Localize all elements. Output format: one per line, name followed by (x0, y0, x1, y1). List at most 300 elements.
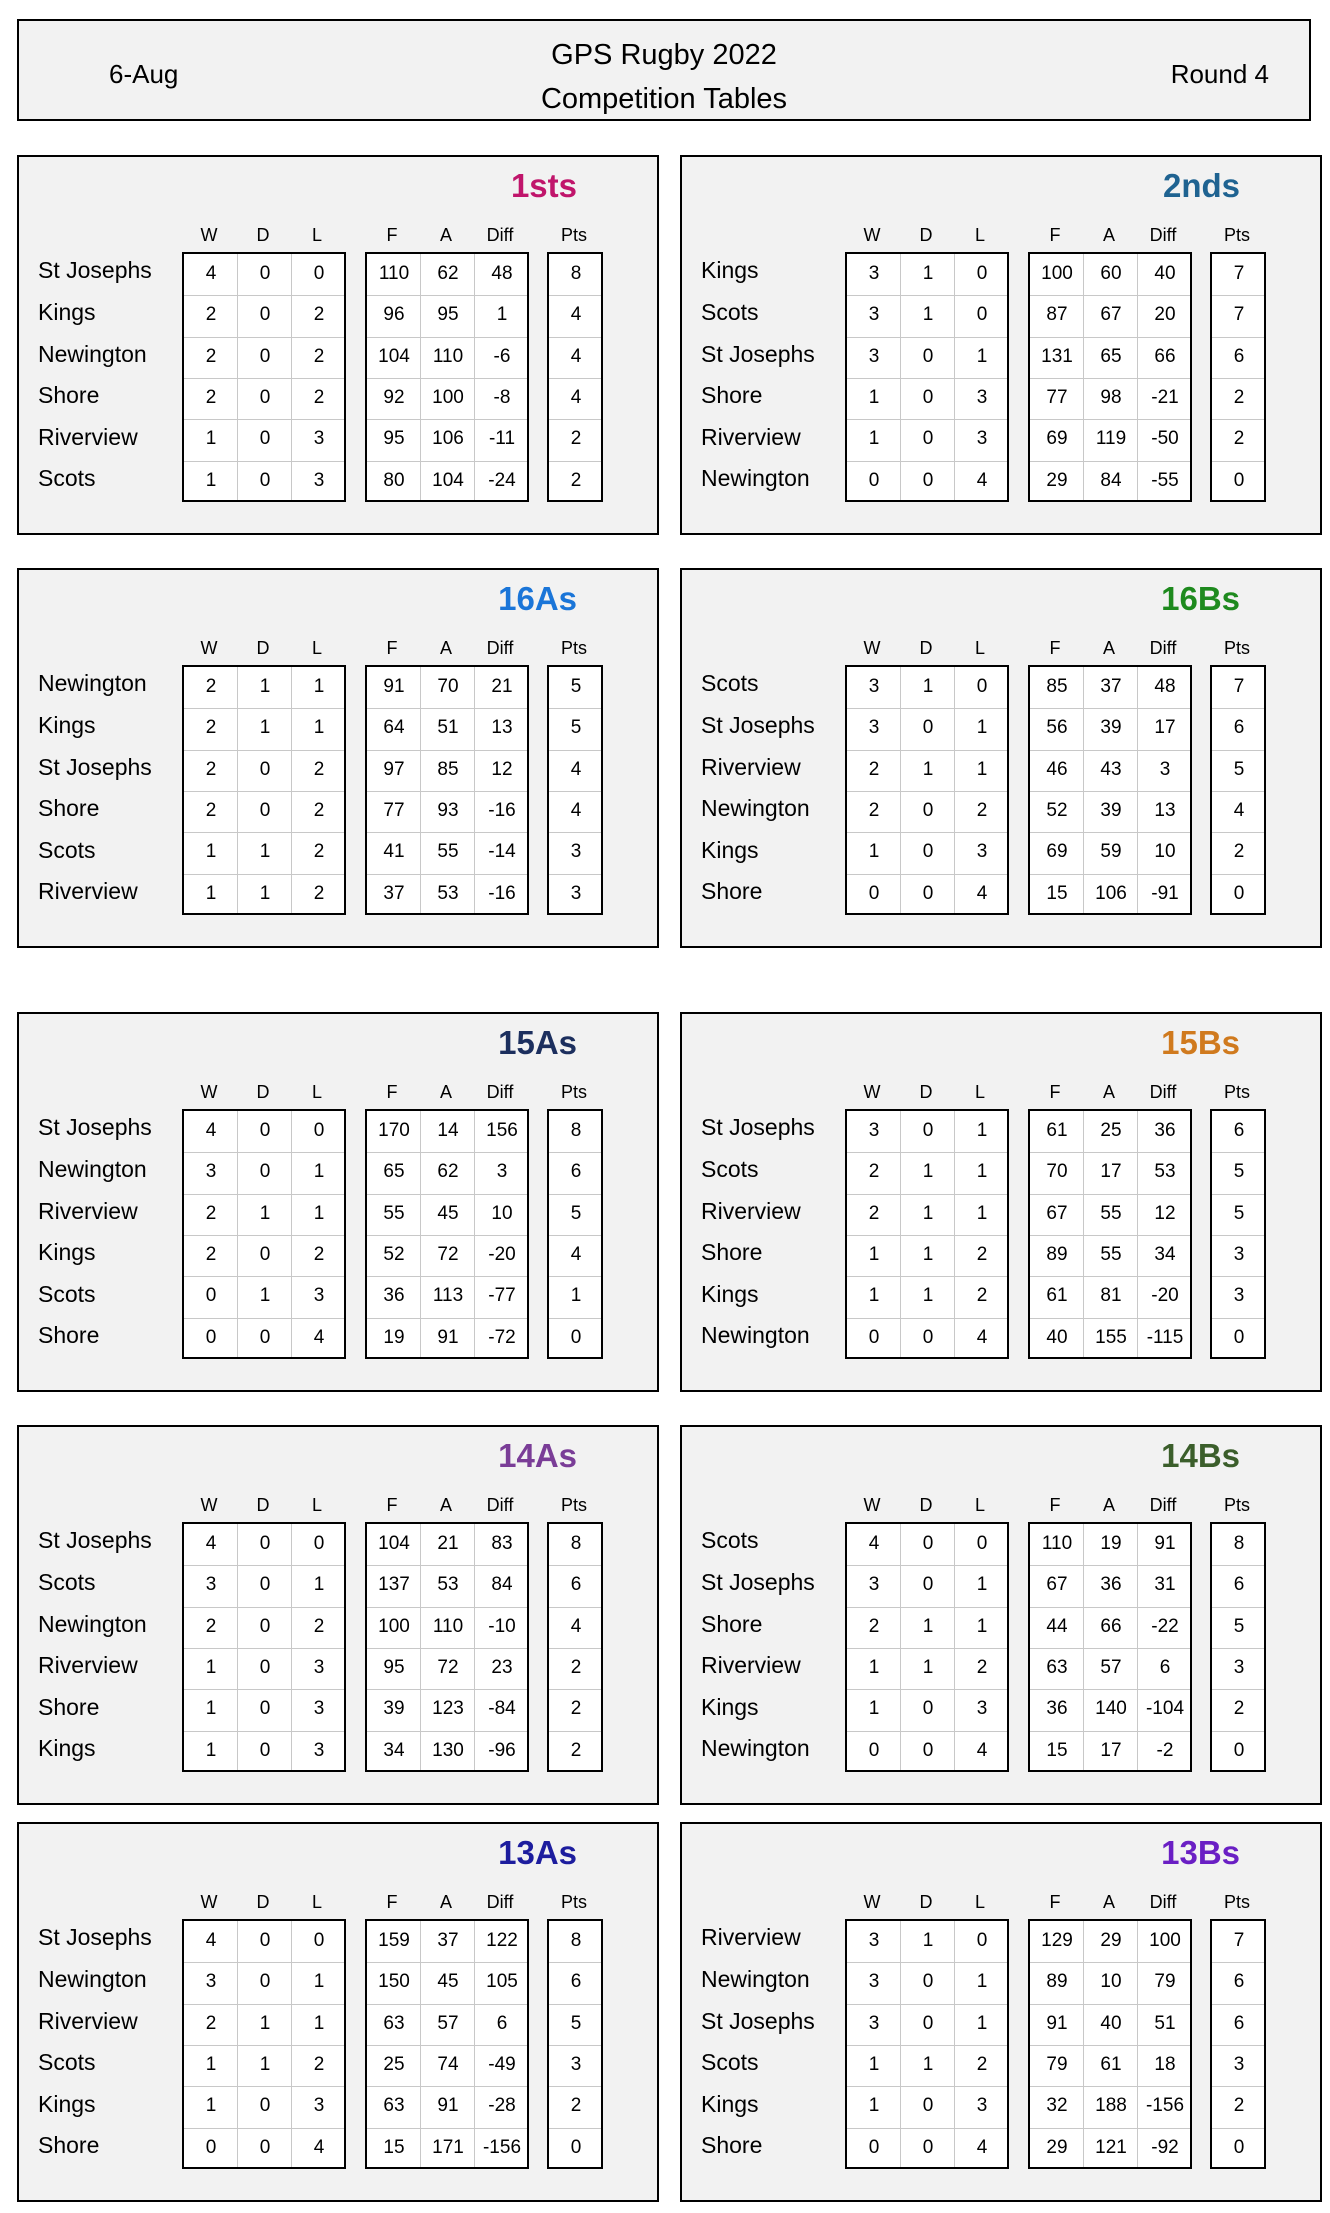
column-header-w: W (200, 1495, 218, 1515)
cell-pts: 2 (1233, 386, 1245, 408)
column-header-diff: Diff (486, 1495, 514, 1515)
table-panel-2nds (680, 155, 1322, 535)
cell-l: 1 (313, 717, 325, 739)
cell-a: 53 (437, 1574, 459, 1596)
team-name: Shore (701, 1239, 763, 1265)
stats-box-2 (1210, 1919, 1266, 2169)
cell-f: 89 (1046, 1243, 1068, 1265)
team-name: Scots (701, 299, 759, 325)
cell-w: 4 (205, 1930, 217, 1951)
cell-w: 1 (205, 428, 217, 450)
cell-pts: 4 (570, 345, 582, 367)
cell-f: 65 (383, 1161, 405, 1183)
cell-d: 1 (259, 882, 271, 904)
cell-diff: 6 (1159, 1656, 1171, 1678)
cell-l: 4 (976, 1326, 988, 1348)
team-name: Shore (38, 2132, 100, 2158)
cell-w: 4 (205, 263, 217, 284)
cell-w: 3 (868, 304, 880, 326)
cell-d: 1 (922, 263, 934, 284)
column-header-pts: Pts (1223, 1082, 1250, 1102)
column-header-f: F (1049, 1495, 1061, 1515)
cell-w: 2 (205, 386, 217, 408)
cell-w: 2 (205, 758, 217, 780)
cell-pts: 6 (1233, 1971, 1245, 1993)
cell-w: 2 (868, 799, 880, 821)
cell-d: 1 (259, 2053, 271, 2075)
column-header-d: D (919, 225, 933, 245)
cell-pts: 7 (1233, 1930, 1245, 1951)
cell-a: 110 (432, 1615, 464, 1637)
cell-l: 0 (976, 263, 988, 284)
cell-w: 0 (868, 882, 880, 904)
cell-f: 29 (1046, 2136, 1068, 2158)
cell-f: 63 (383, 2012, 405, 2034)
cell-d: 0 (259, 1739, 271, 1761)
cell-l: 1 (976, 1120, 988, 1141)
cell-diff: 17 (1154, 717, 1176, 739)
cell-pts: 0 (1233, 1739, 1245, 1761)
cell-f: 77 (383, 799, 405, 821)
cell-pts: 5 (570, 2012, 582, 2034)
cell-l: 3 (313, 1656, 325, 1678)
column-header-d: D (919, 1082, 933, 1102)
cell-f: 85 (1046, 676, 1068, 697)
cell-d: 0 (259, 1326, 271, 1348)
cell-l: 3 (976, 1698, 988, 1720)
cell-a: 25 (1100, 1120, 1122, 1141)
column-header-a: A (1102, 1495, 1115, 1515)
cell-w: 3 (205, 1971, 217, 1993)
cell-pts: 4 (1233, 799, 1245, 821)
title-line-1: GPS Rugby 2022 (551, 39, 777, 71)
cell-a: 91 (437, 1326, 459, 1348)
column-header-a: A (1102, 1892, 1115, 1912)
stats-box-2 (547, 665, 603, 915)
cell-w: 2 (205, 717, 217, 739)
column-header-d: D (919, 638, 933, 658)
column-header-diff: Diff (1149, 225, 1177, 245)
stats-box-1 (1028, 252, 1192, 502)
stats-box-1 (365, 1109, 529, 1359)
cell-diff: 36 (1154, 1120, 1176, 1141)
cell-diff: -22 (1151, 1615, 1179, 1637)
cell-a: 39 (1100, 717, 1122, 739)
cell-pts: 2 (1233, 1698, 1245, 1720)
cell-pts: 2 (1233, 428, 1245, 450)
team-name: Riverview (701, 1198, 801, 1224)
cell-diff: -115 (1146, 1326, 1184, 1348)
cell-w: 0 (868, 1326, 880, 1348)
column-header-w: W (200, 1082, 218, 1102)
table-title: 14Bs (1161, 1437, 1240, 1474)
cell-w: 2 (205, 799, 217, 821)
cell-pts: 5 (1233, 1202, 1245, 1224)
team-name: Riverview (701, 754, 801, 780)
cell-d: 1 (922, 1202, 934, 1224)
cell-l: 2 (976, 1656, 988, 1678)
cell-l: 2 (313, 386, 325, 408)
cell-a: 19 (1100, 1533, 1122, 1554)
cell-w: 3 (868, 1574, 880, 1596)
cell-w: 2 (205, 304, 217, 326)
cell-pts: 4 (570, 799, 582, 821)
cell-pts: 2 (570, 1739, 582, 1761)
team-name: Scots (38, 2049, 96, 2075)
table-title: 14As (498, 1437, 577, 1474)
cell-pts: 3 (1233, 2053, 1245, 2075)
cell-l: 3 (313, 469, 325, 491)
cell-diff: 18 (1154, 2053, 1176, 2075)
cell-f: 77 (1046, 386, 1068, 408)
cell-pts: 5 (1233, 1615, 1245, 1637)
team-name: Scots (701, 2049, 759, 2075)
cell-diff: -24 (488, 469, 516, 491)
cell-pts: 0 (570, 1326, 582, 1348)
column-header-l: L (311, 1892, 322, 1912)
cell-pts: 4 (570, 1615, 582, 1637)
cell-w: 0 (868, 1739, 880, 1761)
stats-box-0 (182, 252, 346, 502)
cell-f: 137 (378, 1574, 410, 1596)
cell-w: 0 (205, 1285, 217, 1307)
column-header-l: L (974, 1082, 985, 1102)
cell-pts: 2 (1233, 2095, 1245, 2117)
team-name: Riverview (701, 1652, 801, 1678)
team-name: Newington (701, 1322, 810, 1348)
cell-pts: 6 (1233, 717, 1245, 739)
cell-diff: 6 (496, 2012, 508, 2034)
cell-f: 110 (1041, 1533, 1073, 1554)
cell-diff: -20 (1151, 1285, 1179, 1307)
team-name: Scots (38, 1569, 96, 1595)
cell-diff: 66 (1154, 345, 1176, 367)
cell-a: 91 (437, 2095, 459, 2117)
page-title (19, 33, 1309, 121)
cell-a: 106 (1095, 882, 1127, 904)
cell-f: 15 (1046, 882, 1068, 904)
team-name: Newington (701, 795, 810, 821)
cell-diff: -96 (488, 1739, 516, 1761)
column-header-f: F (386, 1082, 398, 1102)
cell-f: 61 (1046, 1285, 1068, 1307)
cell-f: 92 (383, 386, 405, 408)
cell-w: 1 (868, 386, 880, 408)
column-header-l: L (974, 1495, 985, 1515)
cell-l: 0 (313, 1930, 325, 1951)
table-panel-14as (17, 1425, 659, 1805)
cell-diff: 51 (1154, 2012, 1176, 2034)
stats-box-1 (1028, 1522, 1192, 1772)
cell-w: 0 (205, 1326, 217, 1348)
cell-diff: 84 (491, 1574, 513, 1596)
stats-box-1 (1028, 1109, 1192, 1359)
cell-l: 0 (976, 1930, 988, 1951)
cell-diff: 31 (1154, 1574, 1176, 1596)
cell-l: 1 (313, 1202, 325, 1224)
cell-a: 98 (1100, 386, 1122, 408)
cell-l: 1 (313, 1574, 325, 1596)
cell-a: 60 (1100, 263, 1122, 284)
cell-l: 1 (976, 1615, 988, 1637)
cell-a: 17 (1100, 1161, 1122, 1183)
column-header-f: F (386, 638, 398, 658)
cell-f: 89 (1046, 1971, 1068, 1993)
stats-box-2 (1210, 1522, 1266, 1772)
team-name: Riverview (701, 424, 801, 450)
cell-d: 1 (922, 676, 934, 697)
cell-f: 64 (383, 717, 405, 739)
cell-diff: -50 (1151, 428, 1179, 450)
team-name: Newington (38, 670, 147, 696)
cell-f: 61 (1046, 1120, 1068, 1141)
column-header-pts: Pts (560, 1082, 587, 1102)
table-title: 15Bs (1161, 1024, 1240, 1061)
stats-box-2 (547, 252, 603, 502)
cell-d: 0 (259, 1533, 271, 1554)
column-header-a: A (439, 1082, 452, 1102)
cell-f: 97 (383, 758, 405, 780)
cell-a: 85 (437, 758, 459, 780)
team-name: Kings (701, 1281, 759, 1307)
cell-d: 0 (259, 469, 271, 491)
team-name: Shore (701, 2132, 763, 2158)
cell-l: 2 (313, 758, 325, 780)
stats-box-2 (1210, 252, 1266, 502)
stats-box-2 (1210, 1109, 1266, 1359)
cell-w: 1 (205, 469, 217, 491)
cell-f: 91 (1046, 2012, 1068, 2034)
column-header-f: F (1049, 638, 1061, 658)
column-header-diff: Diff (486, 225, 514, 245)
stats-box-1 (1028, 665, 1192, 915)
cell-a: 14 (437, 1120, 459, 1141)
cell-d: 0 (922, 1574, 934, 1596)
cell-diff: -156 (1145, 2095, 1185, 2117)
team-name: Kings (38, 299, 96, 325)
cell-f: 29 (1046, 469, 1068, 491)
column-header-f: F (1049, 1892, 1061, 1912)
column-header-diff: Diff (1149, 1892, 1177, 1912)
cell-a: 123 (432, 1698, 464, 1720)
cell-w: 1 (868, 428, 880, 450)
cell-a: 72 (437, 1243, 459, 1265)
column-header-l: L (311, 638, 322, 658)
team-name: Riverview (38, 878, 138, 904)
cell-pts: 6 (570, 1971, 582, 1993)
team-name: Scots (38, 465, 96, 491)
cell-f: 19 (383, 1326, 405, 1348)
cell-diff: 12 (1154, 1202, 1176, 1224)
cell-w: 3 (868, 1120, 880, 1141)
column-header-l: L (974, 1892, 985, 1912)
column-header-diff: Diff (486, 638, 514, 658)
cell-d: 0 (922, 1326, 934, 1348)
cell-d: 1 (922, 2053, 934, 2075)
cell-pts: 5 (570, 1202, 582, 1224)
column-header-w: W (200, 638, 218, 658)
cell-w: 1 (868, 1243, 880, 1265)
column-header-a: A (1102, 1082, 1115, 1102)
cell-pts: 4 (570, 386, 582, 408)
cell-diff: -8 (493, 386, 511, 408)
cell-diff: 122 (486, 1930, 518, 1951)
cell-l: 2 (313, 1243, 325, 1265)
cell-pts: 8 (570, 1930, 582, 1951)
cell-a: 53 (437, 882, 459, 904)
cell-l: 4 (976, 1739, 988, 1761)
cell-d: 0 (259, 386, 271, 408)
table-title: 2nds (1162, 167, 1240, 204)
cell-w: 4 (868, 1533, 880, 1554)
stats-box-0 (182, 665, 346, 915)
cell-d: 0 (922, 1533, 934, 1554)
cell-f: 44 (1046, 1615, 1068, 1637)
table-panel-13as (17, 1822, 659, 2202)
cell-d: 0 (922, 1739, 934, 1761)
cell-l: 3 (313, 1285, 325, 1307)
column-header-a: A (1102, 225, 1115, 245)
table-title: 16As (498, 580, 577, 617)
cell-d: 0 (259, 1243, 271, 1265)
stats-box-0 (845, 1109, 1009, 1359)
table-panel-16bs (680, 568, 1322, 948)
team-name: St Josephs (701, 341, 815, 367)
cell-l: 4 (313, 2136, 325, 2158)
team-name: St Josephs (38, 257, 152, 283)
cell-w: 2 (868, 758, 880, 780)
column-header-w: W (200, 225, 218, 245)
cell-diff: -49 (488, 2053, 516, 2075)
cell-a: 55 (437, 841, 459, 863)
team-name: Kings (701, 257, 759, 283)
cell-w: 1 (868, 1656, 880, 1678)
stats-box-1 (365, 1919, 529, 2169)
cell-l: 3 (976, 428, 988, 450)
column-header-d: D (256, 1082, 270, 1102)
column-header-d: D (256, 638, 270, 658)
cell-a: 70 (437, 676, 459, 697)
cell-w: 3 (868, 345, 880, 367)
team-name: St Josephs (701, 712, 815, 738)
cell-d: 1 (922, 758, 934, 780)
cell-w: 3 (868, 263, 880, 284)
cell-diff: -6 (493, 345, 511, 367)
column-header-w: W (863, 638, 881, 658)
table-panel-1sts (17, 155, 659, 535)
team-name: Riverview (38, 1198, 138, 1224)
cell-diff: -84 (488, 1698, 516, 1720)
cell-d: 0 (259, 799, 271, 821)
cell-f: 37 (383, 882, 405, 904)
column-header-w: W (863, 1892, 881, 1912)
cell-diff: 20 (1154, 304, 1176, 326)
cell-f: 32 (1046, 2095, 1068, 2117)
team-name: Shore (701, 382, 763, 408)
cell-pts: 7 (1233, 263, 1245, 284)
cell-d: 1 (922, 1161, 934, 1183)
cell-diff: 13 (1154, 799, 1176, 821)
cell-pts: 6 (570, 1161, 582, 1183)
cell-f: 69 (1046, 841, 1068, 863)
cell-w: 1 (868, 841, 880, 863)
cell-d: 0 (259, 1615, 271, 1637)
cell-diff: -72 (488, 1326, 516, 1348)
cell-diff: 10 (1154, 841, 1176, 863)
cell-a: 55 (1100, 1243, 1122, 1265)
cell-f: 25 (383, 2053, 405, 2075)
column-header-diff: Diff (486, 1082, 514, 1102)
team-name: Shore (701, 878, 763, 904)
column-header-pts: Pts (1223, 1892, 1250, 1912)
cell-w: 2 (868, 1161, 880, 1183)
cell-d: 0 (259, 1574, 271, 1596)
cell-diff: -11 (488, 428, 516, 450)
cell-d: 0 (922, 1971, 934, 1993)
cell-w: 1 (868, 1698, 880, 1720)
cell-a: 57 (437, 2012, 459, 2034)
cell-pts: 0 (1233, 2136, 1245, 2158)
cell-l: 1 (313, 1971, 325, 1993)
cell-a: 72 (437, 1656, 459, 1678)
cell-d: 0 (259, 1656, 271, 1678)
cell-d: 0 (259, 2095, 271, 2117)
cell-a: 119 (1095, 428, 1127, 450)
cell-w: 1 (205, 841, 217, 863)
cell-d: 1 (259, 676, 271, 697)
cell-d: 0 (922, 2136, 934, 2158)
cell-w: 2 (205, 2012, 217, 2034)
cell-f: 129 (1041, 1930, 1073, 1951)
stats-box-2 (547, 1919, 603, 2169)
stats-box-0 (845, 252, 1009, 502)
table-panel-13bs (680, 1822, 1322, 2202)
cell-a: 39 (1100, 799, 1122, 821)
team-name: Scots (701, 1527, 759, 1553)
cell-w: 2 (868, 1615, 880, 1637)
cell-diff: 105 (486, 1971, 518, 1993)
cell-diff: 3 (1159, 758, 1171, 780)
column-header-pts: Pts (560, 225, 587, 245)
cell-f: 15 (1046, 1739, 1068, 1761)
cell-diff: -20 (488, 1243, 516, 1265)
cell-f: 80 (383, 469, 405, 491)
cell-a: 40 (1100, 2012, 1122, 2034)
cell-d: 0 (922, 469, 934, 491)
cell-l: 3 (976, 386, 988, 408)
cell-diff: 13 (491, 717, 513, 739)
cell-pts: 3 (570, 2053, 582, 2075)
stats-box-2 (1210, 665, 1266, 915)
team-name: Newington (701, 1735, 810, 1761)
cell-w: 1 (205, 2053, 217, 2075)
column-header-w: W (863, 225, 881, 245)
cell-diff: 48 (1154, 676, 1176, 697)
cell-diff: 53 (1154, 1161, 1176, 1183)
team-name: St Josephs (38, 1527, 152, 1553)
cell-w: 4 (205, 1533, 217, 1554)
cell-d: 1 (259, 1202, 271, 1224)
cell-pts: 6 (1233, 1120, 1245, 1141)
team-name: St Josephs (38, 754, 152, 780)
cell-pts: 0 (1233, 469, 1245, 491)
cell-w: 1 (205, 1698, 217, 1720)
cell-a: 61 (1100, 2053, 1122, 2075)
cell-a: 21 (437, 1533, 459, 1554)
column-header-l: L (311, 225, 322, 245)
title-line-2: Competition Tables (540, 83, 788, 115)
column-header-pts: Pts (1223, 225, 1250, 245)
